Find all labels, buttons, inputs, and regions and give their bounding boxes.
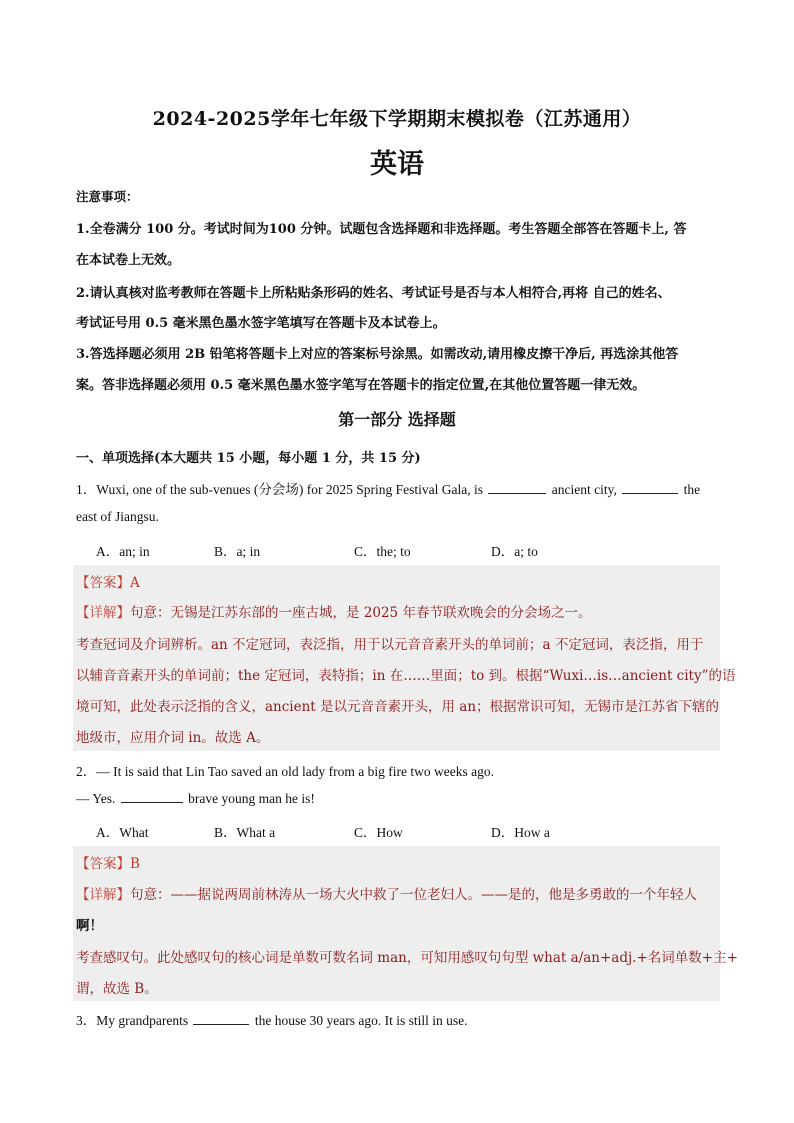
- explain-tag: 【详解】: [76, 887, 130, 903]
- answer-value: B: [130, 856, 140, 872]
- answer-blank: [622, 481, 678, 494]
- explain-line: 考查冠词及介词辨析。an 不定冠词，表泛指，用于以元音音素开头的单词前；a 不定冠词，表泛指，用于: [76, 637, 704, 653]
- question-2-answer-box: [73, 846, 738, 1001]
- question-2-stem-part-1: — Yes.: [76, 791, 116, 806]
- answer-blank: [193, 1012, 249, 1025]
- option-b: B．What a: [214, 825, 276, 840]
- notice-item-1-line-2: 在本试卷上无效。: [76, 253, 181, 268]
- notice-item-3-line-1: 3.答选择题必须用 2B 铅笔将答题卡上对应的答案标号涂黑。如需改动,请用橡皮擦干净后, 再选涂其他答: [76, 347, 679, 362]
- notice-item-3-line-2: 案。答非选择题必须用 0.5 毫米黑色墨水签字笔写在答题卡的指定位置,在其他位置答题一律无效。: [76, 378, 646, 393]
- answer-line: [76, 571, 716, 591]
- option-d: D．How a: [491, 825, 550, 840]
- notice-label: 注意事项：: [76, 189, 139, 204]
- notice-item-2-line-1: 2.请认真核对监考教师在答题卡上所粘贴条形码的姓名、考试证号是否与本人相符合,再将 自己的姓名、: [76, 286, 671, 301]
- section-title: 第一部分 选择题: [338, 410, 456, 429]
- explain-line: 啊！: [76, 918, 103, 934]
- explain-text: 句意：无锡是江苏东部的一座古城，是 2025 年春节联欢晚会的分会场之一。: [130, 605, 592, 621]
- explain-tag: 【详解】: [76, 605, 130, 621]
- explain-line: 谓，故选 B。: [76, 981, 158, 997]
- explain-line: [76, 883, 716, 903]
- question-2-stem-part-2: brave young man he is!: [188, 791, 315, 806]
- answer-tag: 【答案】: [76, 575, 130, 591]
- option-a: A．an; in: [96, 544, 150, 559]
- question-1-stem-part-2: ancient city,: [551, 482, 617, 497]
- option-b: B．a; in: [214, 544, 261, 559]
- answer-value: A: [130, 575, 140, 591]
- notice-item-1-line-1: 1.全卷满分 100 分。考试时间为100 分钟。试题包含选择题和非选择题。考生答题全部答在答题卡上, 答: [76, 222, 687, 237]
- question-1-stem-part-1: 1．Wuxi, one of the sub-venues (分会场) for 2025 Spring Festival Gala, is: [76, 482, 484, 497]
- explain-line: 境可知，此处表示泛指的含义，ancient 是以元音音素开头，用 an；根据常识可知，无锡市是江苏省下辖的: [76, 699, 720, 715]
- option-c: C．the; to: [354, 544, 411, 559]
- answer-blank: [121, 790, 183, 803]
- notice-item-2-line-2: 考试证号用 0.5 毫米黑色墨水签字笔填写在答题卡及本试卷上。: [76, 316, 446, 331]
- subject-title: 英语: [370, 149, 424, 180]
- question-3-stem-part-1: 3．My grandparents: [76, 1013, 189, 1028]
- question-1-answer-box: [73, 565, 736, 751]
- exam-title: 2024-2025学年七年级下学期期末模拟卷（江苏通用）: [152, 108, 642, 130]
- answer-tag: 【答案】: [76, 856, 130, 872]
- option-a: A．What: [96, 825, 149, 840]
- option-c: C．How: [354, 825, 403, 840]
- question-3-stem-part-2: the house 30 years ago. It is still in use.: [254, 1013, 468, 1028]
- part-heading: 一、单项选择(本大题共 15 小题，每小题 1 分，共 15 分): [76, 451, 421, 466]
- explain-line: 以辅音音素开头的单词前；the 定冠词，表特指；in 在……里面；to 到。根据“Wuxi…is…ancient city”的语: [76, 668, 736, 684]
- answer-line: [76, 852, 716, 872]
- question-2-stem: 2．— It is said that Lin Tao saved an old lady from a big fire two weeks ago.: [76, 764, 494, 779]
- explain-line: 地级市，应用介词 in。故选 A。: [76, 730, 270, 746]
- explain-text: 句意：——据说两周前林涛从一场大火中救了一位老妇人。——是的，他是多勇敢的一个年轻人: [130, 887, 697, 903]
- explain-line: 考查感叹句。此处感叹句的核心词是单数可数名词 man，可知用感叹句句型 what a/an+adj.+名词单数+主+: [76, 950, 738, 966]
- question-1-stem-line-2: east of Jiangsu.: [76, 509, 159, 524]
- explain-line: [76, 601, 716, 621]
- answer-blank: [488, 481, 546, 494]
- question-1-stem-part-3: the: [683, 482, 701, 497]
- question-3-stem: [76, 1009, 724, 1029]
- option-d: D．a; to: [491, 544, 538, 559]
- question-2-stem-line-2: [76, 790, 724, 807]
- question-1-stem: [76, 478, 724, 498]
